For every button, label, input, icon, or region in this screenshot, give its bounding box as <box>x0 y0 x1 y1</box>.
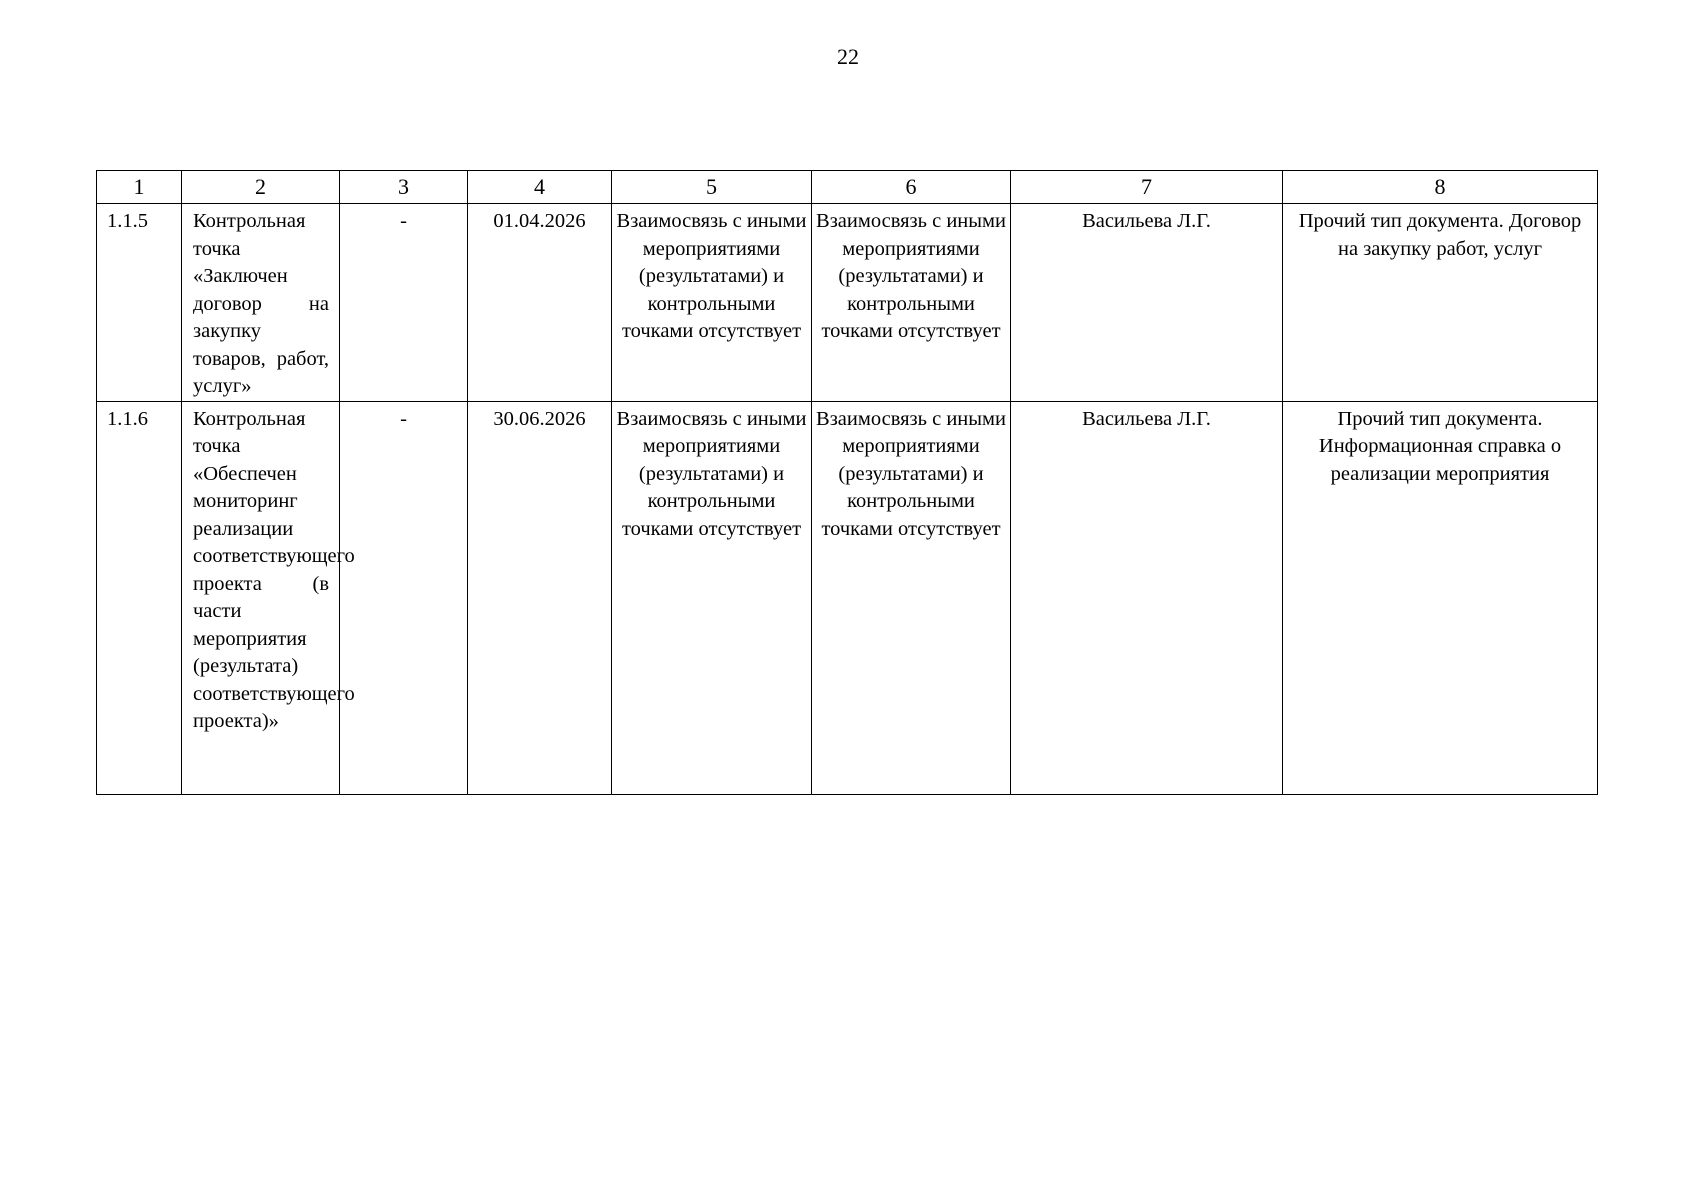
column-header-3: 3 <box>340 171 468 204</box>
page-number: 22 <box>837 44 859 69</box>
checkpoint-name: Контрольная точка «Обеспечен мониторинг реализации соответствующего проекта (в части мероприятия (результата) соответствующего проекта)» <box>193 407 355 732</box>
relation-before: Взаимосвязь с иными мероприятиями (результатами) и контрольными точками отсутствует <box>616 407 807 540</box>
column-header-7: 7 <box>1011 171 1283 204</box>
relation-after: Взаимосвязь с иными мероприятиями (результатами) и контрольными точками отсутствует <box>816 407 1006 540</box>
relation-before-cell <box>612 401 812 794</box>
column-header-4: 4 <box>468 171 612 204</box>
row-number: 1.1.6 <box>107 407 148 430</box>
checkpoint-name-cell <box>182 401 355 794</box>
row-number-cell <box>97 204 182 402</box>
responsible-cell <box>1011 204 1283 402</box>
col3-value: - <box>400 407 407 430</box>
row-number-cell <box>97 401 182 794</box>
due-date: 01.04.2026 <box>493 210 586 232</box>
col3-cell <box>340 401 468 794</box>
table-row <box>97 401 1598 794</box>
document-type: Прочий тип документа. Информационная справка о реализации мероприятия <box>1318 407 1562 485</box>
date-cell <box>468 401 612 794</box>
column-header-8: 8 <box>1283 171 1598 204</box>
table-header-row <box>97 171 1598 204</box>
row-number: 1.1.5 <box>107 210 148 232</box>
responsible-person: Васильева Л.Г. <box>1082 210 1211 232</box>
relation-after: Взаимосвязь с иными мероприятиями (результатами) и контрольными точками отсутствует <box>816 210 1006 342</box>
document-cell <box>1283 401 1598 794</box>
control-points-table <box>96 170 1598 795</box>
relation-after-cell <box>812 401 1011 794</box>
relation-before-cell <box>612 204 812 402</box>
column-header-2: 2 <box>182 171 340 204</box>
column-header-6: 6 <box>812 171 1011 204</box>
due-date: 30.06.2026 <box>493 407 586 430</box>
table-row <box>97 204 1598 402</box>
column-header-1: 1 <box>97 171 182 204</box>
date-cell <box>468 204 612 402</box>
checkpoint-name-cell <box>182 204 340 402</box>
col3-cell <box>340 204 468 402</box>
col3-value: - <box>400 210 407 232</box>
relation-before: Взаимосвязь с иными мероприятиями (результатами) и контрольными точками отсутствует <box>616 210 807 342</box>
checkpoint-name: Контрольная точка «Заключен договор на закупку товаров, работ, услуг» <box>193 210 329 397</box>
relation-after-cell <box>812 204 1011 402</box>
document-type: Прочий тип документа. Договор на закупку работ, услуг <box>1298 210 1582 260</box>
document-cell <box>1283 204 1598 402</box>
responsible-cell <box>1011 401 1283 794</box>
responsible-person: Васильева Л.Г. <box>1082 407 1211 430</box>
column-header-5: 5 <box>612 171 812 204</box>
